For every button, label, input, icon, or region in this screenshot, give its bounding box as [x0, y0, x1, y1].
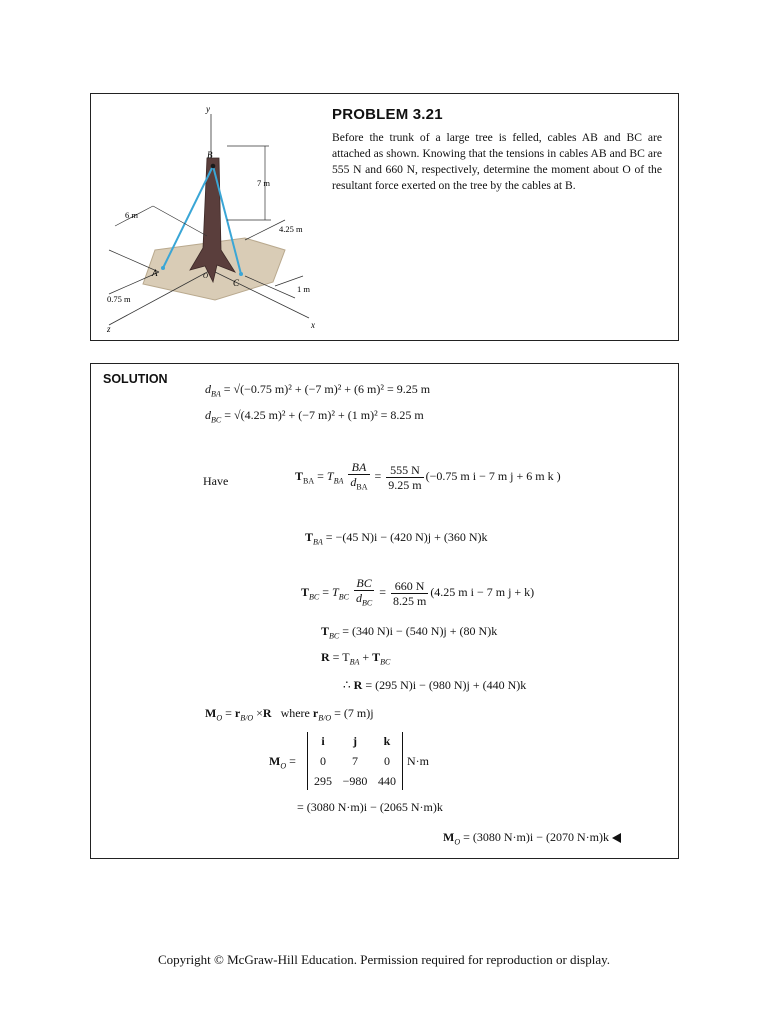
determinant-matrix: [307, 732, 403, 790]
point-b-label: B: [207, 150, 213, 160]
matrix-cell: 440: [378, 774, 396, 788]
matrix-cell: −980: [342, 774, 368, 788]
solution-title: SOLUTION: [103, 372, 168, 386]
matrix-cell: j: [353, 734, 357, 748]
matrix-cell: k: [383, 734, 391, 748]
matrix-cell: 0: [384, 754, 390, 768]
eq-tbc-def: $T_{BC} = T_{BC}$ $\frac{BC}{d_{BC}}$ = $\frac{660 N}{8.25 m}$ (4.25 m i − 7 m j + k): [301, 576, 535, 608]
eq-tba-def: $T_{BA} = T_{BA}$ $\frac{BA}{d_{BA}}$ = $\frac{555 N}{9.25 m}$ (−0.75 m i − 7 m j + 6 m k ): [295, 460, 561, 492]
tba-num: 555 N: [386, 463, 423, 478]
matrix-cell: 0: [320, 754, 326, 768]
mo-eq-lhs: $M_O$ =: [269, 754, 296, 771]
matrix-row: [308, 774, 402, 792]
problem-statement: Before the trunk of a large tree is felled, cables AB and BC are attached as shown. Knowing that the tensions in cables AB and BC are 555 N and 660 N, respectively, determine the moment about O of the resultant force exerted on the tree by the cables at B.: [332, 131, 662, 192]
mo-final: = (3080 N·m)i − (2070 N·m)k: [463, 830, 609, 844]
dim-6m: 6 m: [125, 210, 138, 220]
eq-mo-def: $M_O = r_{B/O} \times R$ where $r_{B/O} = (7$ m)j: [205, 706, 374, 723]
tbc-num: 660 N: [391, 579, 428, 594]
tba-vector: (−0.75 m i − 7 m j + 6 m k ): [425, 468, 561, 483]
have-label: Have: [203, 474, 229, 488]
copyright-footer: Copyright © McGraw-Hill Education. Permission required for reproduction or display.: [157, 952, 611, 967]
eq-r-sum: $R = T_{BA} + T_{BC}$: [321, 650, 391, 667]
matrix-cell: i: [321, 734, 325, 748]
r-sum: = T: [332, 650, 350, 664]
x-axis-label: x: [311, 320, 315, 330]
z-axis-label: z: [107, 324, 111, 334]
tbc-result: = (340 N)i − (540 N)j + (80 N)k: [342, 624, 498, 638]
where-label: where: [280, 706, 310, 720]
matrix-row: [308, 754, 402, 772]
eq-dbc: $d_{BC} = √(4.25$ m)² + (−7 m)² + (1 m)² = 8.25 m: [205, 408, 424, 425]
tree-cable-figure: [95, 100, 327, 336]
point-o-label: O: [203, 272, 209, 280]
tba-result: = −(45 N)i − (420 N)j + (360 N)k: [325, 530, 488, 544]
eq-mo-expand: = (3080 N·m)i − (2065 N·m)k: [297, 800, 443, 814]
problem-box: [90, 93, 679, 341]
dim-1m: 1 m: [297, 284, 310, 294]
solution-box: [90, 363, 679, 859]
matrix-cell: 7: [352, 754, 358, 768]
tbc-vector: (4.25 m i − 7 m j + k): [430, 584, 535, 599]
rbo-value: = (7 m)j: [334, 706, 374, 720]
eq-tba-result: $T_{BA} = -(45$ N)i − (420 N)j + (360 N)k: [305, 530, 488, 547]
point-a-label: A: [152, 268, 158, 278]
y-axis-label: y: [206, 104, 210, 114]
eq-dba: $d_{BA} = √(-0.75$ m)² + (−7 m)² + (6 m)² = 9.25 m: [205, 382, 431, 399]
problem-title: PROBLEM 3.21: [332, 106, 443, 123]
eq-tbc-result: $T_{BC} = (340$ N)i − (540 N)j + (80 N)k: [321, 624, 498, 641]
tbc-den: 8.25 m: [392, 593, 427, 608]
dim-4-25m: 4.25 m: [279, 224, 303, 234]
matrix-row: [308, 734, 402, 752]
dim-7m: 7 m: [257, 178, 270, 188]
mo-unit: N·m: [407, 754, 429, 768]
r-result: = (295 N)i − (980 N)j + (440 N)k: [365, 678, 527, 692]
matrix-cell: 295: [314, 774, 332, 788]
dbc-value: = √(4.25 m)² + (−7 m)² + (1 m)² = 8.25 m: [224, 408, 424, 422]
dba-value: = √(−0.75 m)² + (−7 m)² + (6 m)² = 9.25 m: [223, 382, 431, 396]
point-c-label: C: [233, 278, 240, 288]
eq-mo-final: $M_O = (3080$ N·m)i − (2070 N·m)k: [443, 830, 621, 846]
answer-marker-icon: [612, 833, 621, 843]
dim-0-75m: 0.75 m: [107, 294, 131, 304]
tba-den: 9.25 m: [388, 477, 422, 492]
eq-r-result: ∴ R = (295 N)i − (980 N)j + (440 N)k: [343, 678, 527, 692]
